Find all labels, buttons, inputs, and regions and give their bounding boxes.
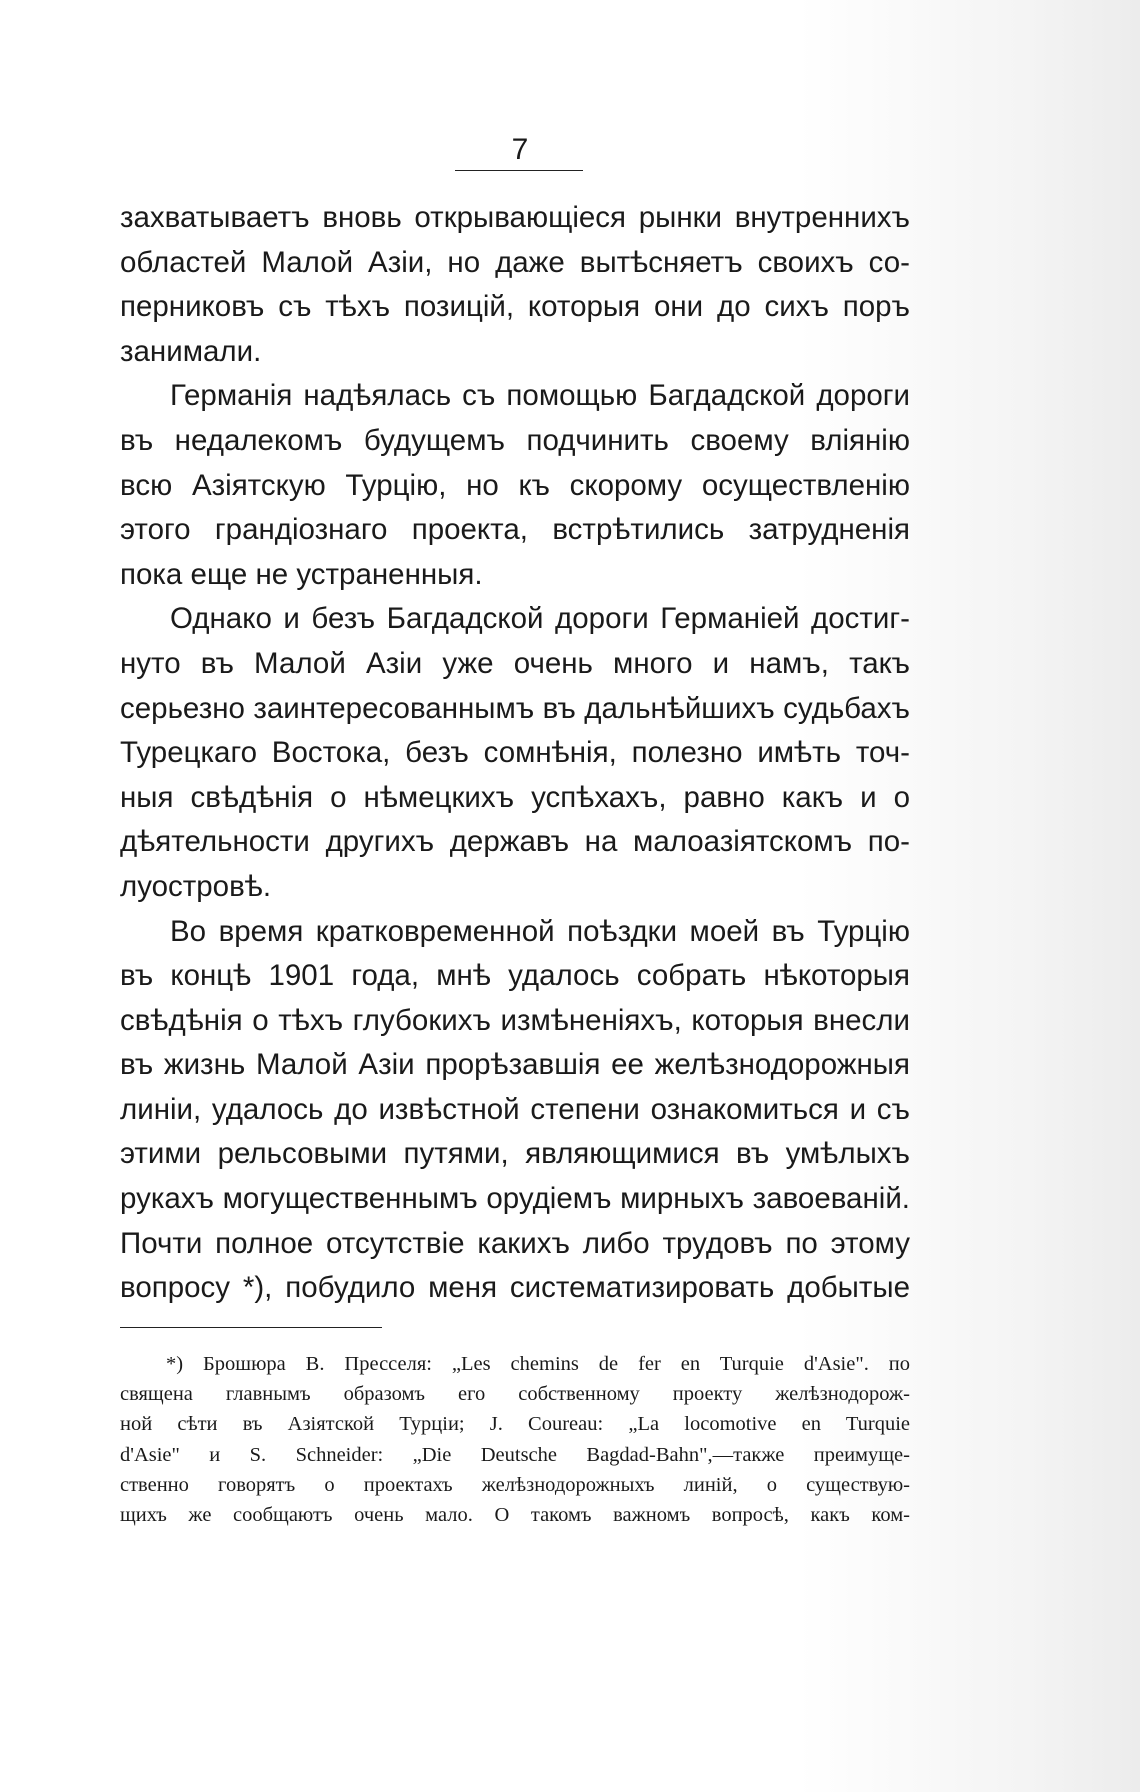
footnote-rule [120,1327,382,1328]
text-line: занимали. [120,334,262,368]
text-line: всю Азіятскую Турцію, но къ скорому осуществленію [120,468,910,502]
text-line: луостровѣ. [120,869,272,903]
body-text [120,196,910,1311]
footnote-line: ной сѣти въ Азіятской Турціи; J. Coureau: „La locomotive en Turquie [120,1413,910,1436]
footnote-line: *) Брошюра В. Пресселя: „Les chemins de fer en Turquie d'Asie". по [166,1353,910,1375]
text-line: рукахъ могущественнымъ орудіемъ мирныхъ завоеваній. [120,1182,910,1216]
text-line: областей Малой Азіи, но даже вытѣсняетъ своихъ со- [120,245,910,279]
text-line: этого грандіознаго проекта, встрѣтились затрудненія [120,513,910,547]
text-line: ныя свѣдѣнія о нѣмецкихъ успѣхахъ, равно какъ и о [120,780,910,814]
text-line: свѣдѣнія о тѣхъ глубокихъ измѣненіяхъ, которыя внесли [120,1003,910,1037]
text-line: линіи, удалось до извѣстной степени ознакомиться и съ [120,1092,910,1126]
text-line: захватываетъ вновь открывающіеся рынки внутреннихъ [120,201,910,234]
text-line: дѣятельности другихъ державъ на малоазіятскомъ по- [120,825,910,859]
page-number: 7 [511,133,529,166]
text-line: въ концѣ 1901 года, мнѣ удалось собрать нѣкоторыя [120,959,910,993]
text-line: Однако и безъ Багдадской дороги Германіей достиг- [170,602,910,636]
text-line: Почти полное отсутствіе какихъ либо трудовъ по этому [120,1226,910,1260]
header-rule [455,170,583,171]
text-line: серьезно заинтересованнымъ въ дальнѣйшихъ судьбахъ [120,691,910,725]
text-line: нуто въ Малой Азіи уже очень много и намъ, такъ [120,646,910,680]
footnote [120,1349,910,1530]
text-line: въ жизнь Малой Азіи прорѣзавшія ее желѣзнодорожныя [120,1048,910,1082]
text-line: этими рельсовыми путями, являющимися въ умѣлыхъ [120,1137,910,1171]
text-line: Германія надѣялась съ помощью Багдадской дороги [170,379,910,413]
text-line: вопросу *), побудило меня систематизировать добытые [120,1271,910,1305]
footnote-line: d'Asie" и S. Schneider: „Die Deutsche Bagdad-Bahn",—также преимуще- [120,1443,910,1466]
text-line: пока еще не устраненныя. [120,557,483,591]
text-line: въ недалекомъ будущемъ подчинить своему вліянію [120,423,910,457]
text-line: перниковъ съ тѣхъ позицій, которыя они до сихъ поръ [120,290,910,324]
footnote-line: ственно говорятъ о проектахъ желѣзнодорожныхъ линій, о существую- [120,1473,910,1496]
footnote-line: щихъ же сообщаютъ очень мало. О такомъ важномъ вопросѣ, какъ ком- [120,1503,910,1526]
footnote-line: священа главнымъ образомъ его собственному проекту желѣзнодорож- [120,1383,910,1406]
text-line: Турецкаго Востока, безъ сомнѣнія, полезно имѣть точ- [120,736,910,770]
text-line: Во время кратковременной поѣздки моей въ Турцію [170,914,910,948]
